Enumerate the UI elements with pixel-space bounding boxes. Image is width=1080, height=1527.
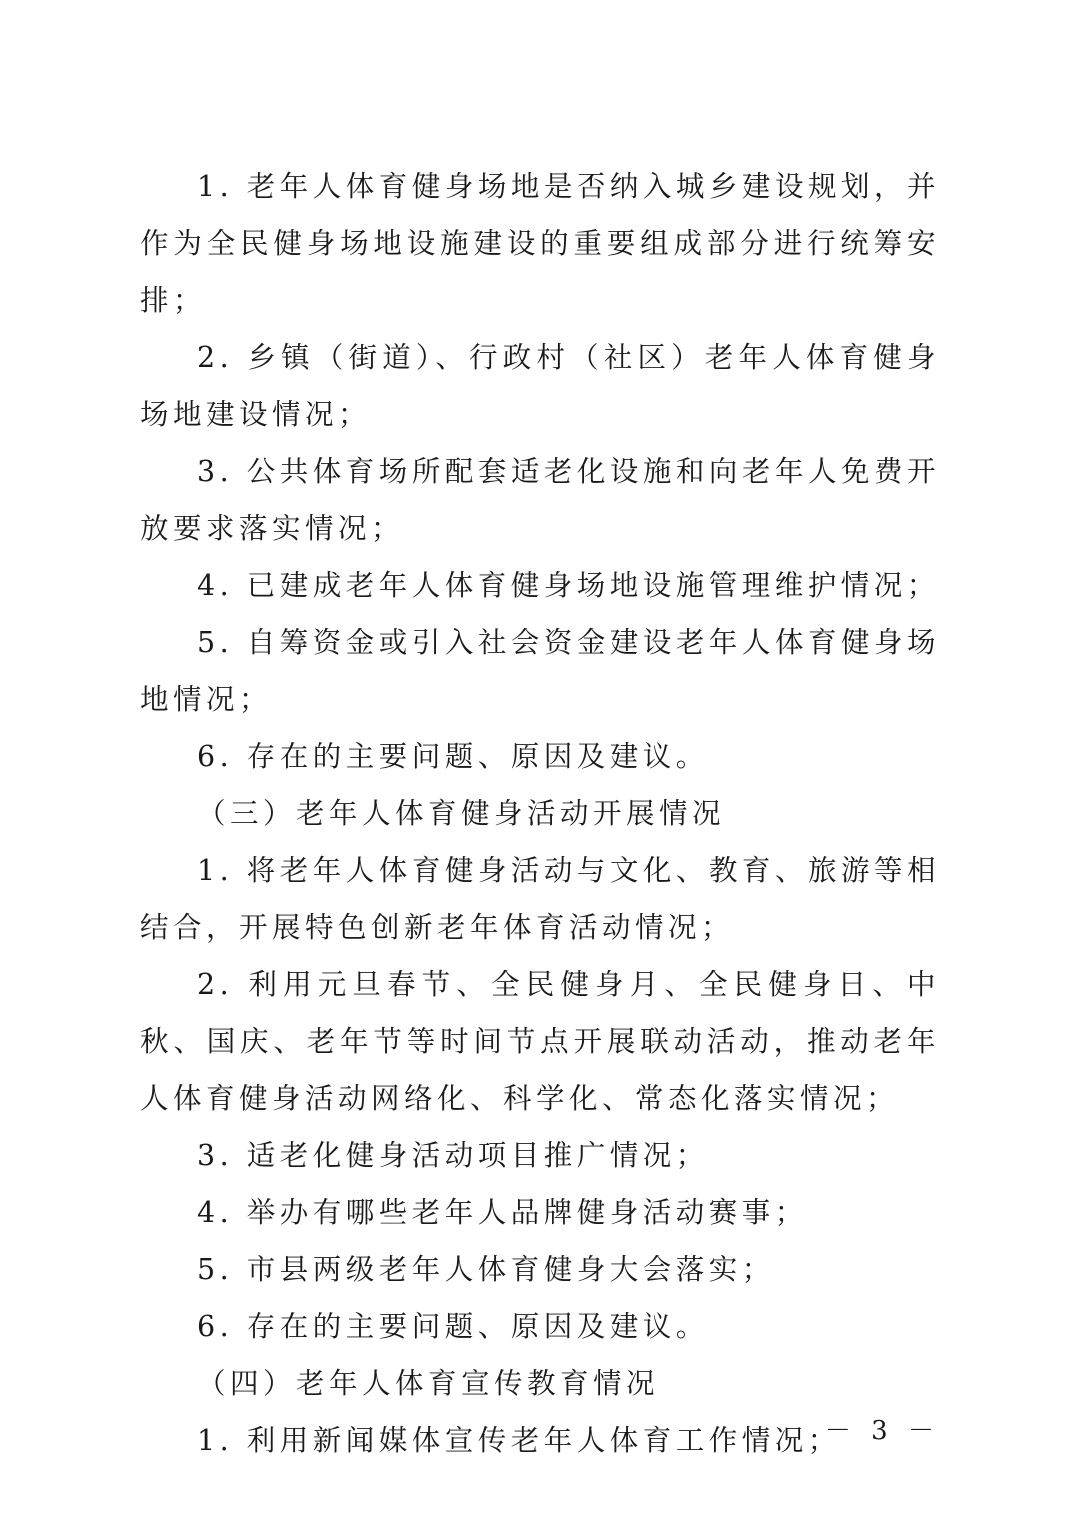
paragraph-festival-activities: 2. 利用元旦春节、全民健身月、全民健身日、中秋、国庆、老年节等时间节点开展联动活动，推动老年人体育健身活动网络化、科学化、常态化落实情况；: [140, 968, 940, 1115]
section-heading-publicity: （四）老年人体育宣传教育情况: [197, 1367, 660, 1400]
paragraph-fitness-congress: 5. 市县两级老年人体育健身大会落实；: [197, 1253, 775, 1286]
paragraph-problems-1: 6. 存在的主要问题、原因及建议。: [197, 740, 709, 773]
paragraph-culture-integration: 1. 将老年人体育健身活动与文化、教育、旅游等相结合，开展特色创新老年体育活动情况；: [140, 854, 940, 944]
paragraph-township-venues: 2. 乡镇（街道）、行政村（社区）老年人体育健身场地建设情况；: [140, 341, 940, 431]
paragraph-venue-planning: 1. 老年人体育健身场地是否纳入城乡建设规划，并作为全民健身场地设施建设的重要组成部分进行统筹安排；: [140, 170, 940, 317]
paragraph-brand-events: 4. 举办有哪些老年人品牌健身活动赛事；: [197, 1196, 808, 1229]
paragraph-problems-2: 6. 存在的主要问题、原因及建议。: [197, 1310, 709, 1343]
document-body: [140, 158, 940, 1469]
paragraph-self-funding: 5. 自筹资金或引入社会资金建设老年人体育健身场地情况；: [140, 626, 940, 716]
paragraph-maintenance: 4. 已建成老年人体育健身场地设施管理维护情况；: [197, 569, 940, 602]
section-heading-activities: （三）老年人体育健身活动开展情况: [197, 797, 726, 830]
page-number: － 3 －: [824, 1416, 940, 1446]
paragraph-public-facilities: 3. 公共体育场所配套适老化设施和向老年人免费开放要求落实情况；: [140, 455, 940, 545]
paragraph-news-media: 1. 利用新闻媒体宣传老年人体育工作情况；: [197, 1424, 841, 1457]
paragraph-project-promotion: 3. 适老化健身活动项目推广情况；: [197, 1139, 709, 1172]
